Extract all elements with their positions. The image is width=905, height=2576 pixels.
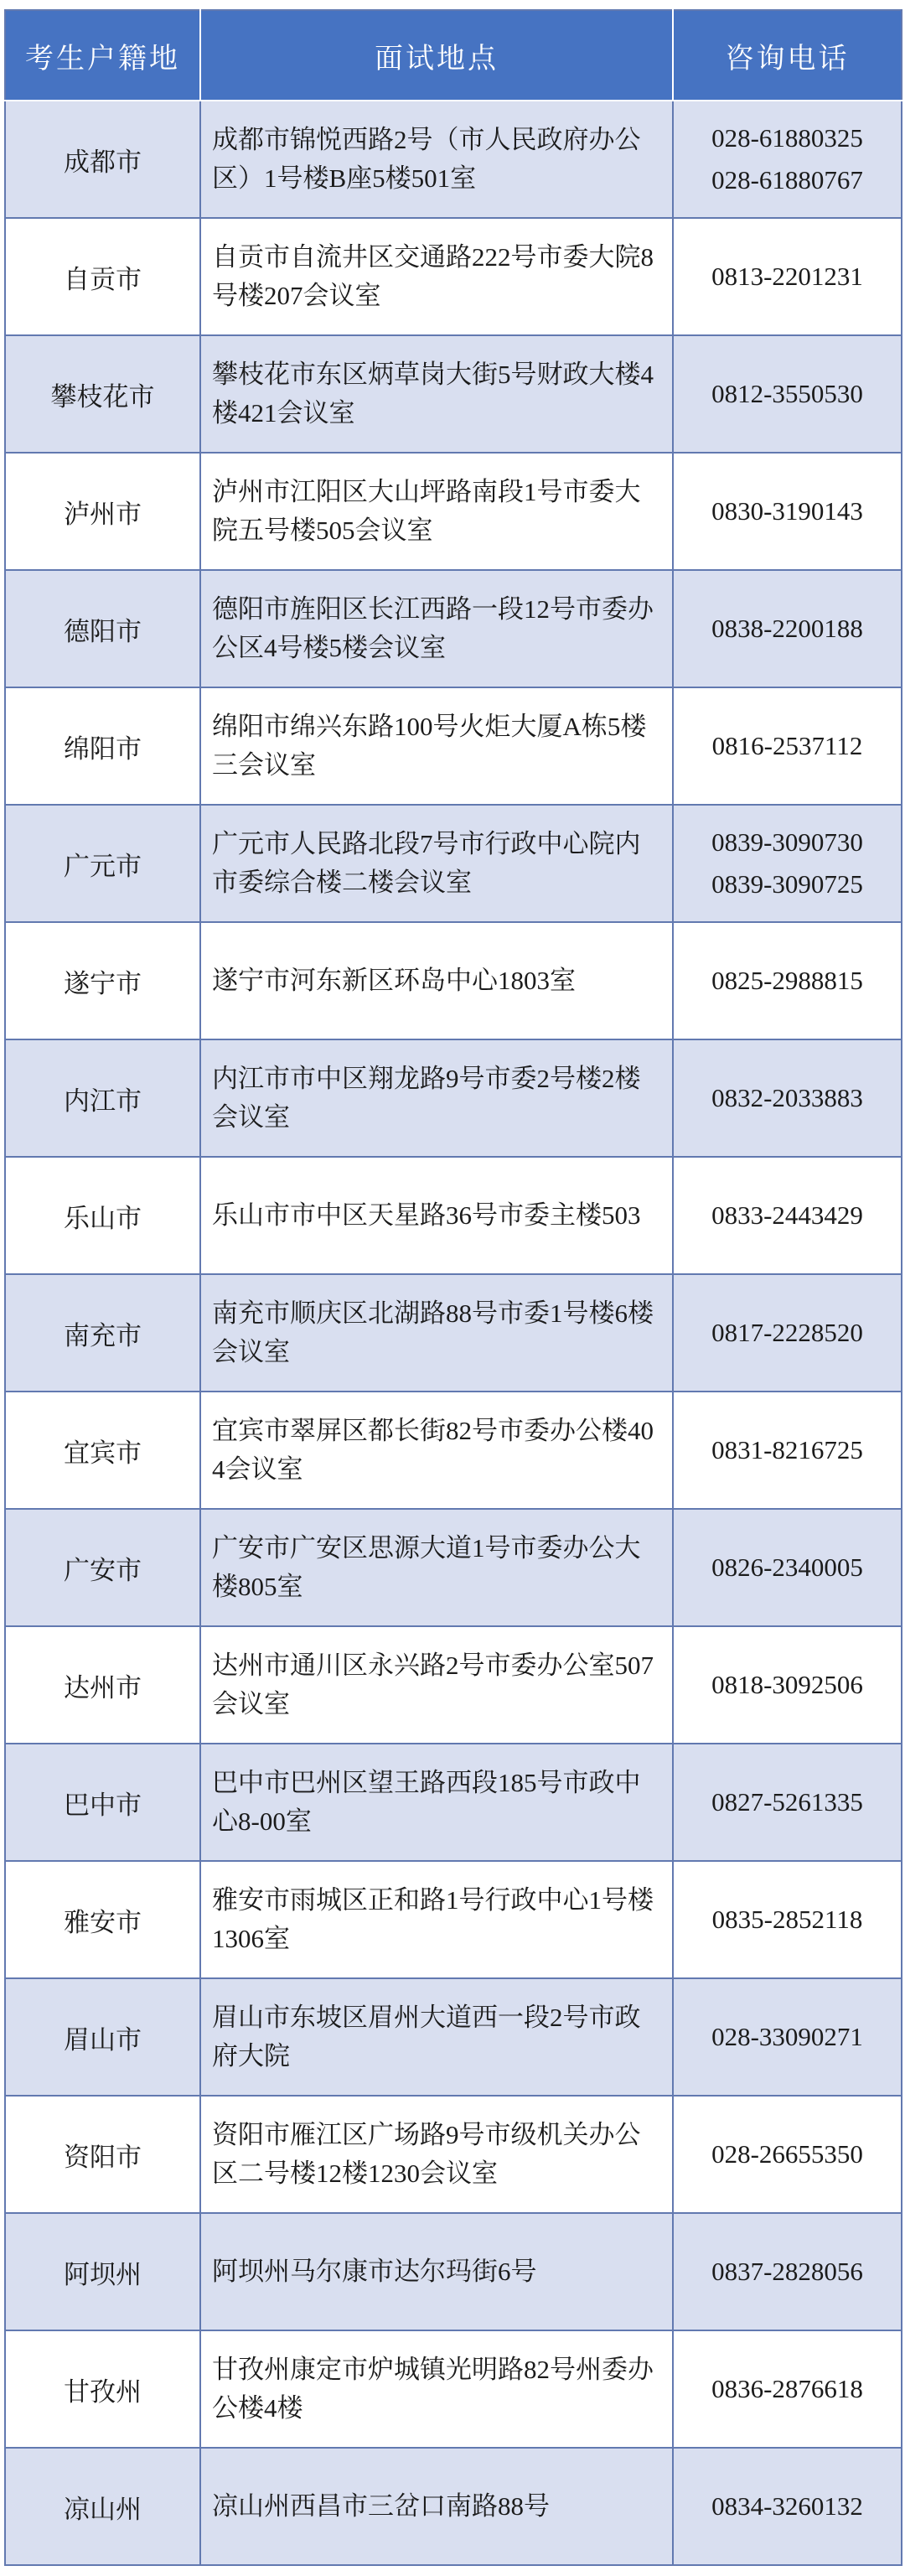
phone-number: 0813-2201231: [711, 262, 863, 292]
phone-number: 0833-2443429: [711, 1200, 863, 1231]
cell-registration-city: 绵阳市: [5, 687, 200, 805]
cell-consult-phone: [673, 1509, 902, 1626]
table-row: [5, 1274, 902, 1392]
phone-number: 028-61880767: [711, 165, 863, 194]
cell-registration-city: 自贡市: [5, 218, 200, 335]
table-row: [5, 2213, 902, 2330]
table-row: [5, 2448, 902, 2565]
phone-number: 028-61880325: [711, 123, 863, 153]
cell-consult-phone: [673, 1039, 902, 1157]
phone-number: 0816-2537112: [711, 731, 863, 761]
phone-number: 0839-3090730: [711, 827, 863, 858]
cell-interview-location: 阿坝州马尔康市达尔玛街6号: [200, 2213, 673, 2330]
cell-registration-city: 甘孜州: [5, 2330, 200, 2448]
cell-registration-city: 乐山市: [5, 1157, 200, 1274]
cell-interview-location: 内江市市中区翔龙路9号市委2号楼2楼会议室: [200, 1039, 673, 1157]
cell-consult-phone: [673, 1392, 902, 1509]
cell-consult-phone: [673, 2096, 902, 2213]
cell-interview-location: 达州市通川区永兴路2号市委办公室507会议室: [200, 1626, 673, 1744]
cell-interview-location: 甘孜州康定市炉城镇光明路82号州委办公楼4楼: [200, 2330, 673, 2448]
phone-number: 0836-2876618: [711, 2374, 863, 2404]
phone-number: 0812-3550530: [711, 379, 863, 409]
cell-interview-location: 凉山州西昌市三岔口南路88号: [200, 2448, 673, 2565]
cell-consult-phone: [673, 1274, 902, 1392]
phone-number: 0839-3090725: [711, 869, 863, 899]
cell-registration-city: 攀枝花市: [5, 335, 200, 453]
cell-registration-city: 内江市: [5, 1039, 200, 1157]
cell-consult-phone: [673, 922, 902, 1039]
cell-registration-city: 成都市: [5, 101, 200, 218]
cell-registration-city: 资阳市: [5, 2096, 200, 2213]
table-row: [5, 1744, 902, 1861]
phone-number: 028-33090271: [711, 2022, 863, 2052]
table-row: [5, 922, 902, 1039]
cell-consult-phone: [673, 1861, 902, 1978]
phone-number: 0837-2828056: [711, 2257, 863, 2287]
cell-registration-city: 广元市: [5, 805, 200, 922]
cell-interview-location: 德阳市旌阳区长江西路一段12号市委办公区4号楼5楼会议室: [200, 570, 673, 687]
table-row: [5, 1392, 902, 1509]
cell-interview-location: 成都市锦悦西路2号（市人民政府办公区）1号楼B座5楼501室: [200, 101, 673, 218]
phone-number: 0831-8216725: [711, 1435, 863, 1465]
cell-consult-phone: [673, 1744, 902, 1861]
cell-registration-city: 达州市: [5, 1626, 200, 1744]
table-row: [5, 2096, 902, 2213]
phone-number: 028-26655350: [711, 2139, 863, 2169]
cell-interview-location: 攀枝花市东区炳草岗大街5号财政大楼4楼421会议室: [200, 335, 673, 453]
table-row: [5, 1157, 902, 1274]
table-row: [5, 687, 902, 805]
interview-locations-table: [4, 9, 902, 2566]
cell-consult-phone: [673, 1978, 902, 2096]
cell-interview-location: 绵阳市绵兴东路100号火炬大厦A栋5楼三会议室: [200, 687, 673, 805]
cell-registration-city: 南充市: [5, 1274, 200, 1392]
cell-consult-phone: [673, 805, 902, 922]
table-row: [5, 570, 902, 687]
cell-interview-location: 雅安市雨城区正和路1号行政中心1号楼1306室: [200, 1861, 673, 1978]
cell-interview-location: 巴中市巴州区望王路西段185号市政中心8-00室: [200, 1744, 673, 1861]
cell-registration-city: 德阳市: [5, 570, 200, 687]
table-row: [5, 218, 902, 335]
cell-interview-location: 自贡市自流井区交通路222号市委大院8号楼207会议室: [200, 218, 673, 335]
table-row: [5, 101, 902, 218]
cell-consult-phone: [673, 218, 902, 335]
cell-interview-location: 乐山市市中区天星路36号市委主楼503: [200, 1157, 673, 1274]
cell-interview-location: 南充市顺庆区北湖路88号市委1号楼6楼会议室: [200, 1274, 673, 1392]
cell-consult-phone: [673, 687, 902, 805]
table-row: [5, 1626, 902, 1744]
phone-number: 0827-5261335: [711, 1787, 863, 1817]
phone-number: 0830-3190143: [711, 496, 863, 526]
cell-registration-city: 宜宾市: [5, 1392, 200, 1509]
phone-number: 0826-2340005: [711, 1552, 863, 1583]
phone-number: 0838-2200188: [711, 614, 863, 644]
cell-consult-phone: [673, 2213, 902, 2330]
header-interview-location: 面试地点: [200, 10, 673, 101]
table-row: [5, 1039, 902, 1157]
cell-interview-location: 遂宁市河东新区环岛中心1803室: [200, 922, 673, 1039]
phone-number: 0832-2033883: [711, 1083, 863, 1113]
cell-registration-city: 雅安市: [5, 1861, 200, 1978]
cell-registration-city: 阿坝州: [5, 2213, 200, 2330]
phone-number: 0835-2852118: [711, 1905, 863, 1935]
table-body: [5, 101, 902, 2565]
cell-consult-phone: [673, 2330, 902, 2448]
phone-number: 0834-3260132: [711, 2491, 863, 2522]
cell-consult-phone: [673, 2448, 902, 2565]
cell-consult-phone: [673, 1626, 902, 1744]
table-row: [5, 1861, 902, 1978]
cell-interview-location: 宜宾市翠屏区都长街82号市委办公楼404会议室: [200, 1392, 673, 1509]
table-row: [5, 335, 902, 453]
table-row: [5, 2330, 902, 2448]
header-registration-city: 考生户籍地: [5, 10, 200, 101]
cell-registration-city: 凉山州: [5, 2448, 200, 2565]
cell-registration-city: 巴中市: [5, 1744, 200, 1861]
cell-interview-location: 眉山市东坡区眉州大道西一段2号市政府大院: [200, 1978, 673, 2096]
table-row: [5, 805, 902, 922]
cell-interview-location: 资阳市雁江区广场路9号市级机关办公区二号楼12楼1230会议室: [200, 2096, 673, 2213]
cell-consult-phone: [673, 101, 902, 218]
cell-consult-phone: [673, 570, 902, 687]
cell-consult-phone: [673, 453, 902, 570]
phone-number: 0818-3092506: [711, 1670, 863, 1700]
cell-registration-city: 眉山市: [5, 1978, 200, 2096]
cell-interview-location: 广元市人民路北段7号市行政中心院内市委综合楼二楼会议室: [200, 805, 673, 922]
table-row: [5, 1509, 902, 1626]
cell-registration-city: 遂宁市: [5, 922, 200, 1039]
cell-consult-phone: [673, 335, 902, 453]
header-row: [5, 10, 902, 101]
cell-consult-phone: [673, 1157, 902, 1274]
cell-interview-location: 泸州市江阳区大山坪路南段1号市委大院五号楼505会议室: [200, 453, 673, 570]
cell-registration-city: 广安市: [5, 1509, 200, 1626]
header-consult-phone: 咨询电话: [673, 10, 902, 101]
cell-interview-location: 广安市广安区思源大道1号市委办公大楼805室: [200, 1509, 673, 1626]
phone-number: 0817-2228520: [711, 1318, 863, 1348]
phone-number: 0825-2988815: [711, 966, 863, 996]
table-row: [5, 1978, 902, 2096]
table-row: [5, 453, 902, 570]
cell-registration-city: 泸州市: [5, 453, 200, 570]
